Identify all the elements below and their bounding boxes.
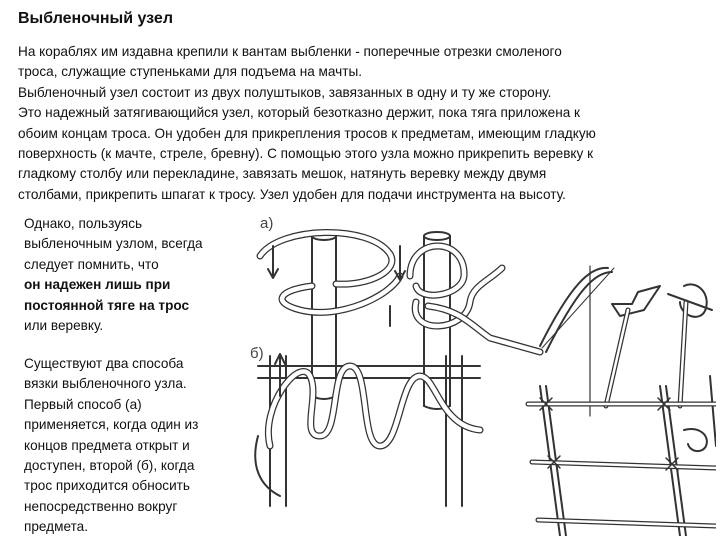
intro-line: поверхность (к мачте, стреле, бревну). С помощью этого узла можно прикрепить веревку к	[18, 146, 594, 162]
knot-a-step2	[395, 232, 540, 409]
tools-hanging-illustration	[540, 266, 712, 416]
note-line: выбленочным узлом, всегда	[24, 236, 203, 252]
intro-line: Это надежный затягивающийся узел, который безотказно держит, пока тяга приложена к	[18, 105, 581, 121]
intro-line: обоим концам троса. Он удобен для прикрепления тросов к предметам, имеющим гладкую	[18, 125, 596, 141]
method-line: Существуют два способа	[24, 356, 184, 371]
method-line: концов предмета открыт и	[24, 437, 190, 453]
intro-paragraph	[18, 42, 708, 205]
method-line: применяется, когда один из	[24, 417, 199, 433]
intro-line: гладкому столбу или перекладине, завязать мешок, натянуть веревку между двумя	[18, 166, 547, 182]
method-line: предмета.	[24, 519, 88, 535]
figure-label-b: б)	[250, 345, 264, 362]
note-line: Однако, пользуясь	[24, 216, 143, 231]
figure-label-a: а)	[260, 215, 274, 232]
knot-illustration	[240, 206, 716, 536]
methods-note	[24, 354, 244, 538]
intro-line: столбами, прикрепить шпагат к тросу. Узел удобен для подачи инструмента на высоту.	[18, 186, 566, 202]
intro-line: На кораблях им издавна крепили к вантам выбленки - поперечные отрезки смоленого	[18, 44, 562, 59]
method-line: трос приходится обносить	[24, 478, 190, 494]
method-line: непосредственно вокруг	[24, 498, 178, 514]
method-line: Первый способ (а)	[24, 396, 142, 412]
note-line: следует помнить, что	[24, 256, 159, 272]
page-title: Выбленочный узел	[18, 10, 173, 27]
knot-b-illustration	[255, 354, 480, 506]
method-line: вязки выбленочного узла.	[24, 376, 187, 392]
warning-note	[24, 214, 244, 336]
method-line: доступен, второй (б), когда	[24, 458, 195, 474]
note-bold-line: постоянной тяге на трос	[24, 297, 190, 313]
intro-line: троса, служащие ступеньками для подъема на мачты.	[18, 64, 363, 80]
rope-ladder-illustration	[528, 376, 716, 536]
note-bold-line: он надежен лишь при	[24, 277, 171, 293]
intro-line: Выбленочный узел состоит из двух полуштыков, завязанных в одну и ту же сторону.	[18, 84, 552, 100]
note-line: или веревку.	[24, 318, 104, 334]
